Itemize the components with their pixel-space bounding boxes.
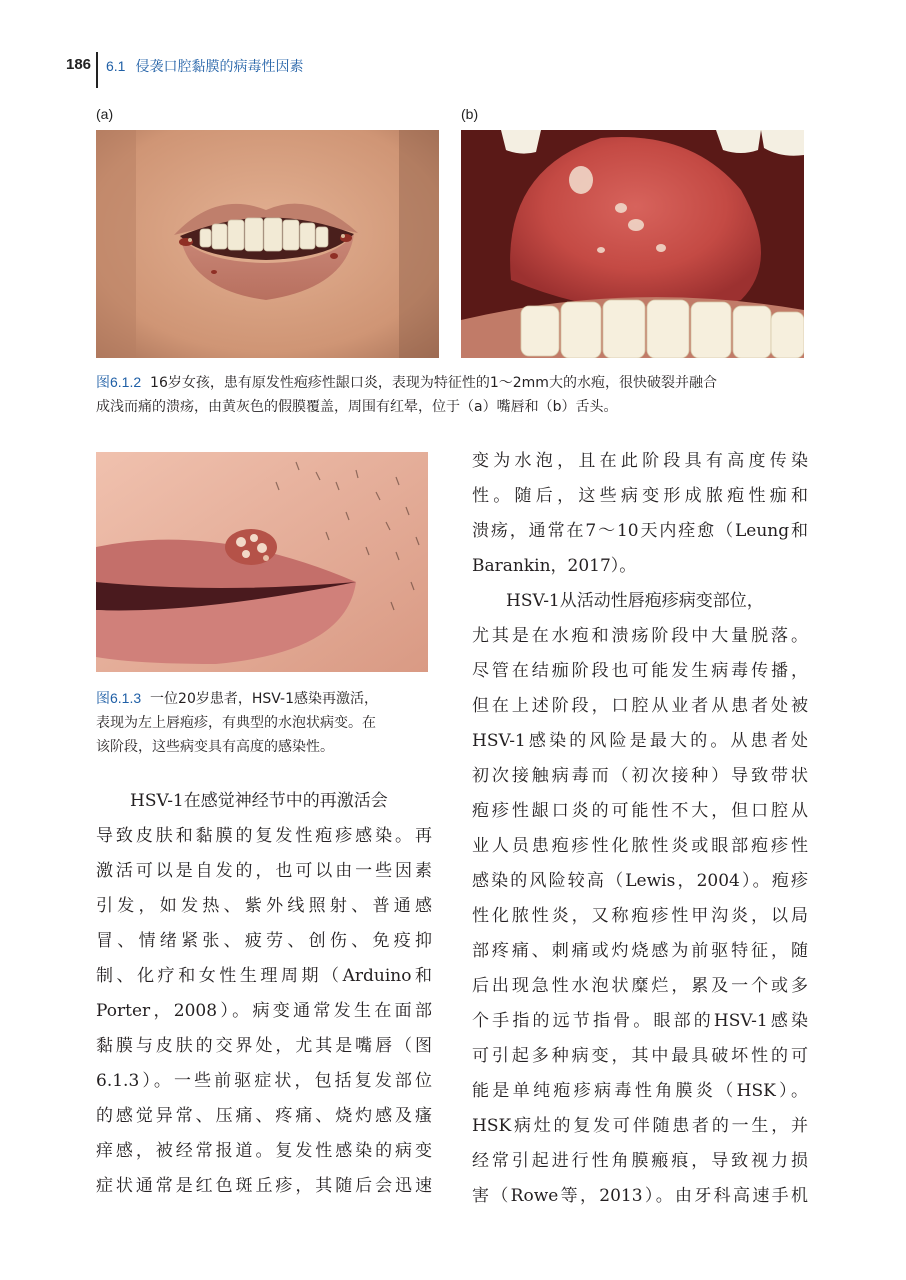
header-divider bbox=[96, 52, 98, 88]
left-column-text bbox=[96, 784, 432, 1204]
paragraph-line: 冒、情绪紧张、疲劳、创伤、免疫抑 bbox=[96, 931, 432, 951]
paragraph-line: 导致皮肤和黏膜的复发性疱疹感染。再 bbox=[96, 826, 432, 846]
paragraph-line: Barankin，2017）。 bbox=[472, 556, 637, 576]
panel-b-label: (b) bbox=[461, 106, 479, 122]
paragraph-line: 可引起多种病变，其中最具破坏性的可 bbox=[472, 1046, 808, 1066]
caption-text: 成浅而痛的溃疡，由黄灰色的假膜覆盖，周围有红晕，位于（a）嘴唇和（b）舌头。 bbox=[96, 399, 618, 415]
figure-6-1-2-caption bbox=[96, 370, 808, 419]
panel-a-label: (a) bbox=[96, 106, 114, 122]
paragraph-line: 症状通常是红色斑丘疹，其随后会迅速 bbox=[96, 1176, 432, 1196]
paragraph-line: 黏膜与皮肤的交界处，尤其是嘴唇（图 bbox=[96, 1036, 432, 1056]
tongue-photo bbox=[461, 130, 804, 358]
paragraph-line: 尤其是在水疱和溃疡阶段中大量脱落。 bbox=[472, 626, 808, 646]
paragraph-line: 性化脓性炎，又称疱疹性甲沟炎，以局 bbox=[472, 906, 808, 926]
lips-photo bbox=[96, 130, 439, 358]
paragraph-line: 业人员患疱疹性化脓性炎或眼部疱疹性 bbox=[472, 836, 808, 856]
caption-line bbox=[96, 370, 808, 395]
section-heading bbox=[106, 56, 303, 76]
paragraph-line: 溃疡，通常在7～10天内痊愈（Leung和 bbox=[472, 521, 808, 541]
caption-text: 一位20岁患者，HSV-1感染再激活， bbox=[150, 691, 378, 707]
caption-line bbox=[96, 686, 436, 711]
caption-text: 该阶段，这些病变具有高度的感染性。 bbox=[96, 739, 334, 755]
paragraph-line: 6.1.3）。一些前驱症状，包括复发部位 bbox=[96, 1071, 432, 1091]
figure-number: 图6.1.2 bbox=[96, 374, 142, 390]
section-title: 侵袭口腔黏膜的病毒性因素 bbox=[135, 59, 304, 75]
herpes-labialis-photo bbox=[96, 452, 428, 672]
section-number: 6.1 bbox=[106, 58, 126, 74]
paragraph-line: 个手指的远节指骨。眼部的HSV-1感染 bbox=[472, 1011, 808, 1031]
paragraph-line: 痒感，被经常报道。复发性感染的病变 bbox=[96, 1141, 432, 1161]
caption-text: 表现为左上唇疱疹，有典型的水泡状病变。在 bbox=[96, 715, 376, 731]
paragraph-line: 制、化疗和女性生理周期（Arduino和 bbox=[96, 966, 432, 986]
paragraph-line: 害（Rowe等，2013）。由牙科高速手机 bbox=[472, 1186, 808, 1206]
paragraph-line: 经常引起进行性角膜瘢痕，导致视力损 bbox=[472, 1151, 808, 1171]
caption-text: 16岁女孩，患有原发性疱疹性龈口炎，表现为特征性的1～2mm大的水疱，很快破裂并融合 bbox=[150, 375, 717, 391]
paragraph-line: 部疼痛、刺痛或灼烧感为前驱特征，随 bbox=[472, 941, 808, 961]
paragraph-line: 尽管在结痂阶段也可能发生病毒传播， bbox=[472, 661, 808, 681]
paragraph-line: 引发，如发热、紫外线照射、普通感 bbox=[96, 896, 432, 916]
paragraph-line: HSV-1感染的风险是最大的。从患者处 bbox=[472, 731, 808, 751]
paragraph-line: HSK病灶的复发可伴随患者的一生，并 bbox=[472, 1116, 808, 1136]
paragraph-line: 性。随后，这些病变形成脓疱性痂和 bbox=[472, 486, 808, 506]
paragraph-line: 变为水泡，且在此阶段具有高度传染 bbox=[472, 451, 808, 471]
figure-number: 图6.1.3 bbox=[96, 690, 142, 706]
paragraph-line: 能是单纯疱疹病毒性角膜炎（HSK）。 bbox=[472, 1081, 808, 1101]
paragraph-line: 初次接触病毒而（初次接种）导致带状 bbox=[472, 766, 808, 786]
page-number: 186 bbox=[66, 56, 92, 73]
paragraph-line: HSV-1在感觉神经节中的再激活会 bbox=[130, 791, 388, 811]
right-column-text bbox=[472, 444, 808, 1214]
paragraph-line: 疱疹性龈口炎的可能性不大，但口腔从 bbox=[472, 801, 808, 821]
paragraph-line: 感染的风险较高（Lewis，2004）。疱疹 bbox=[472, 871, 808, 891]
paragraph-line: 但在上述阶段，口腔从业者从患者处被 bbox=[472, 696, 808, 716]
paragraph-line: HSV-1从活动性唇疱疹病变部位， bbox=[506, 591, 764, 611]
paragraph-line: Porter，2008）。病变通常发生在面部 bbox=[96, 1001, 432, 1021]
paragraph-line: 的感觉异常、压痛、疼痛、烧灼感及瘙 bbox=[96, 1106, 432, 1126]
figure-6-1-3-caption bbox=[96, 686, 436, 759]
paragraph-line: 激活可以是自发的，也可以由一些因素 bbox=[96, 861, 432, 881]
paragraph-line: 后出现急性水泡状糜烂，累及一个或多 bbox=[472, 976, 808, 996]
